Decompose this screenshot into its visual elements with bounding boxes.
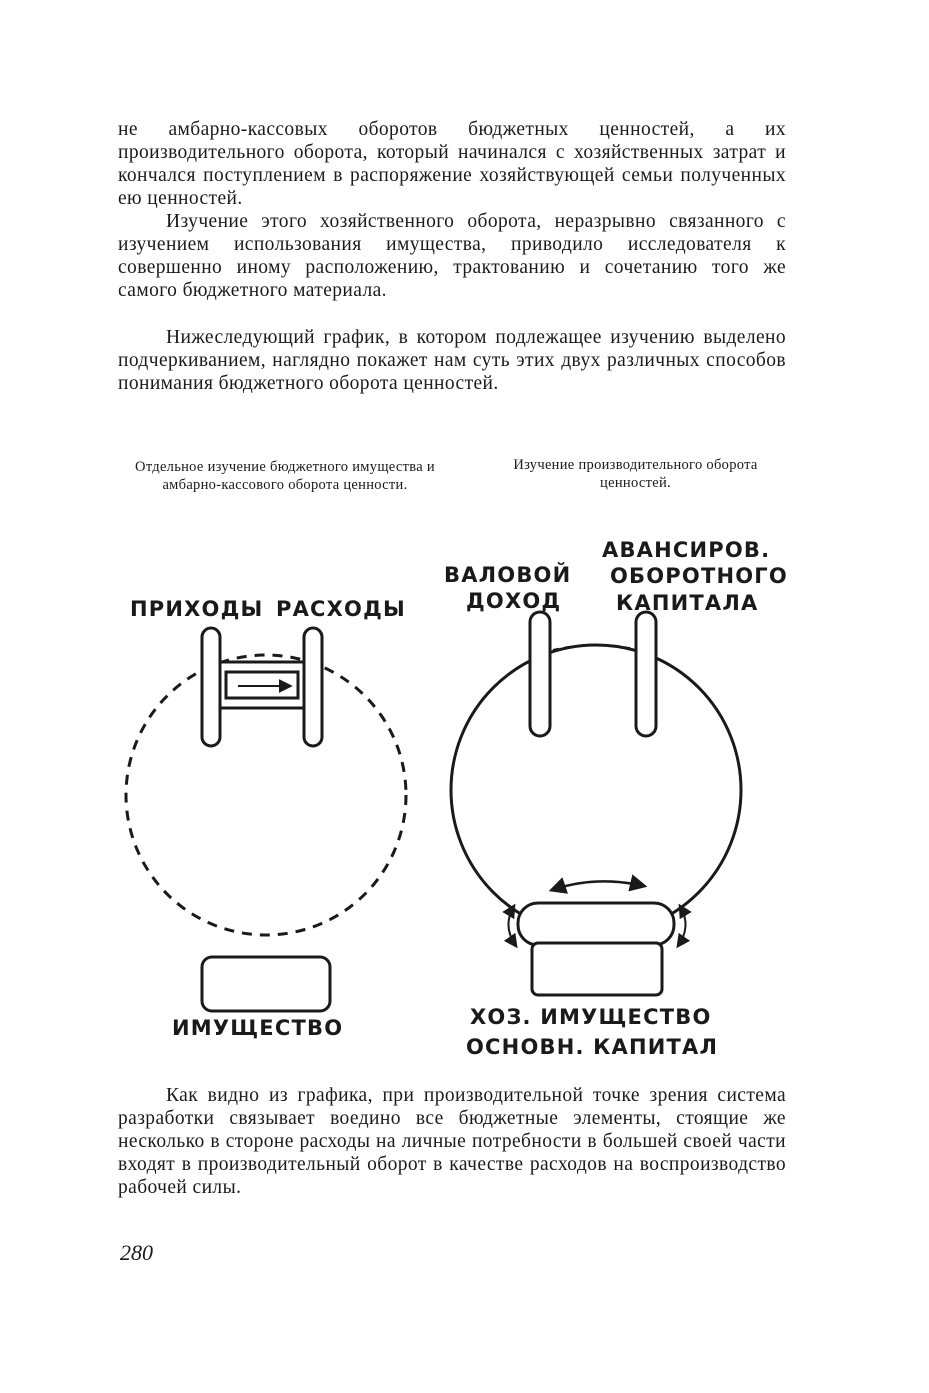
expenses-pillar [304,628,322,746]
paragraph-2: Изучение этого хозяйственного оборота, неразрывно связанного с изучением использования имущества, приводило исследователя к совершенно иному расположению, трактованию и сочетанию того же самого бюджетного материала. [118,211,786,301]
label-gross-income-line2: ДОХОД [466,589,562,613]
label-fixed-capital: ОСНОВН. КАПИТАЛ [466,1035,719,1059]
right-circle [451,645,741,935]
label-advance-line1: АВАНСИРОВ. [602,538,771,562]
label-expenses: РАСХОДЫ [276,597,406,621]
caption-left: Отдельное изучение бюджетного имущества и амбарно-кассового оборота ценности. [135,459,435,493]
label-incomes: ПРИХОДЫ [130,597,264,621]
left-property-box [202,957,330,1011]
incomes-pillar [202,628,220,746]
household-property-base [518,903,674,945]
paragraph-3: Нижеследующий график, в котором подлежащее изучению выделено подчеркиванием, наглядно покажет нам суть этих двух различных способов понимания бюджетного оборота ценностей. [118,327,786,394]
fixed-capital-base [532,943,662,995]
paragraph-closing: Как видно из графика, при производительной точке зрения система разработки связывает воедино все бюджетные элементы, стоящие же несколько в стороне расходы на личные потребности в большей своей части входят в производительный оборот в качестве расходов на воспроизводство рабочей силы. [118,1085,786,1198]
label-household-property: ХОЗ. ИМУЩЕСТВО [470,1005,712,1029]
gross-income-pillar [530,612,550,736]
page-number: 280 [120,1240,153,1265]
label-advance-line3: КАПИТАЛА [616,591,759,615]
advance-pillar [636,612,656,736]
right-side-arrow [678,906,686,946]
caption-right: Изучение производительного оборота ценностей. [513,457,758,491]
label-left-property: ИМУЩЕСТВО [172,1016,344,1040]
label-gross-income-line1: ВАЛОВОЙ [444,563,572,587]
paragraph-1: не амбарно-кассовых оборотов бюджетных ценностей, а их производительного оборота, который начинался с хозяйственных затрат и кончался поступлением в распоряжение хозяйствующей семьи полученных ею ценностей. [118,119,786,209]
label-advance-line2: ОБОРОТНОГО [610,564,788,588]
left-side-arrow [508,906,516,946]
